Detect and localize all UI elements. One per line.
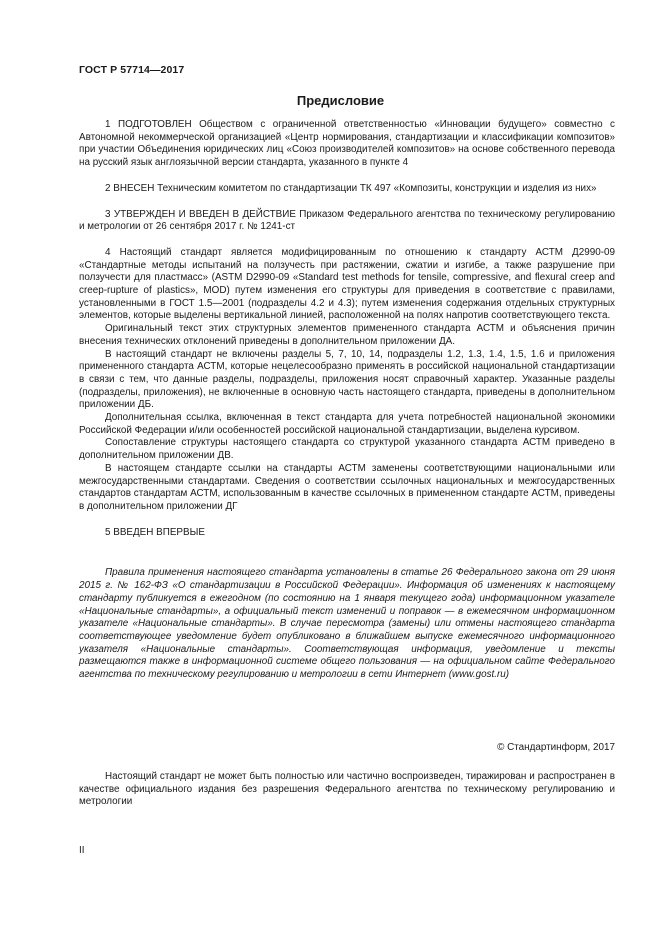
item-4-paragraph-4: Дополнительная ссылка, включенная в текст стандарта для учета потребностей национальной экономики Российской Федерации и/или особенностей российской национальной стандартизации, выделена курсивом. xyxy=(79,412,615,436)
foreword-content xyxy=(79,119,615,682)
document-code-header: ГОСТ Р 57714—2017 xyxy=(79,64,185,76)
reproduction-rights-notice: Настоящий стандарт не может быть полностью или частично воспроизведен, тиражирован и распространен в качестве официального издания без разрешения Федерального агентства по техническому регулированию и метрологии xyxy=(79,771,615,808)
section-title-text: Предисловие xyxy=(296,93,385,108)
item-2-submitted: 2 ВНЕСЕН Техническим комитетом по стандартизации ТК 497 «Композиты, конструкции и изделия из них» xyxy=(105,182,597,194)
item-4-paragraph-1: 4 Настоящий стандарт является модифицированным по отношению к стандарту АСТМ Д2990-09 «Стандартные методы испытаний на ползучесть при растяжении, сжатии и изгибе, а также разрушение при ползучести для пластмасс» (ASTM D2990-09 «Standard test methods for tensile, compressive, and flexural creep and creep-rupture of plastics», MOD) путем изменения его структуры для приведения в соответствие с правилами, установленными в ГОСТ 1.5—2001 (подразделы 4.2 и 4.3); путем изменения содержания отдельных структурных элементов, которые выделены вертикальной линией, расположенной на полях напротив соответствующего текста. xyxy=(79,246,615,322)
item-4-paragraph-2: Оригинальный текст этих структурных элементов примененного стандарта АСТМ и объяснения причин внесения технических отклонений приведены в дополнительном приложении ДА. xyxy=(79,323,615,347)
item-3-approved: 3 УТВЕРЖДЕН И ВВЕДЕН В ДЕЙСТВИЕ Приказом Федерального агентства по техническому регулированию и метрологии от 26 сентября 2017 г. № 1241-ст xyxy=(79,208,615,233)
page-number: II xyxy=(79,845,85,856)
item-5-introduced: 5 ВВЕДЕН ВПЕРВЫЕ xyxy=(105,526,205,538)
section-title xyxy=(0,93,661,108)
item-4-paragraph-3: В настоящий стандарт не включены разделы 5, 7, 10, 14, подразделы 1.2, 1.3, 1.4, 1.5, 1.6 и приложения примененного стандарта АСТМ, которые нецелесообразно применять в российской национальной стандартизации в связи с тем, что данные разделы, подразделы, приложения носят справочный характер. Указанные разделы (подразделы, приложения), не включенные в основную часть настоящего стандарта, приведены в дополнительном приложении ДБ. xyxy=(79,348,615,411)
copyright-line: © Стандартинформ, 2017 xyxy=(497,742,615,753)
item-4-paragraph-5: Сопоставление структуры настоящего стандарта со структурой указанного стандарта АСТМ приведено в дополнительном приложении ДВ. xyxy=(79,437,615,462)
application-rules-notice: Правила применения настоящего стандарта установлены в статье 26 Федерального закона от 29 июня 2015 г. № 162-ФЗ «О стандартизации в Российской Федерации». Информация об изменениях к настоящему стандарту публикуется в ежегодном (по состоянию на 1 января текущего года) информационном указателе «Национальные стандарты», а официальный текст изменений и поправок — в ежемесячном информационном указателе «Национальные стандарты». В случае пересмотра (замены) или отмены настоящего стандарта соответствующее уведомление будет опубликовано в ближайшем выпуске ежемесячного информационного указателя «Национальные стандарты». Соответствующая информация, уведомление и тексты размещаются также в информационной системе общего пользования — на официальном сайте Федерального агентства по техническому регулированию и метрологии в сети Интернет (www.gost.ru) xyxy=(79,567,615,681)
item-4-paragraph-6: В настоящем стандарте ссылки на стандарты АСТМ заменены соответствующими национальными или межгосударственными стандартами. Сведения о соответствии ссылочных национальных и межгосударственных стандартов стандартам АСТМ, использованным в качестве ссылочных в примененном стандарте АСТМ, приведены в дополнительном приложении ДГ xyxy=(79,462,615,512)
item-1-prepared: 1 ПОДГОТОВЛЕН Обществом с ограниченной ответственностью «Инновации будущего» совместно с Автономной некоммерческой организацией «Центр нормирования, стандартизации и классификации композитов» при участии Объединения юридических лиц «Союз производителей композитов» на основе собственного перевода на русский язык англоязычной версии стандарта, указанного в пункте 4 xyxy=(79,119,615,169)
